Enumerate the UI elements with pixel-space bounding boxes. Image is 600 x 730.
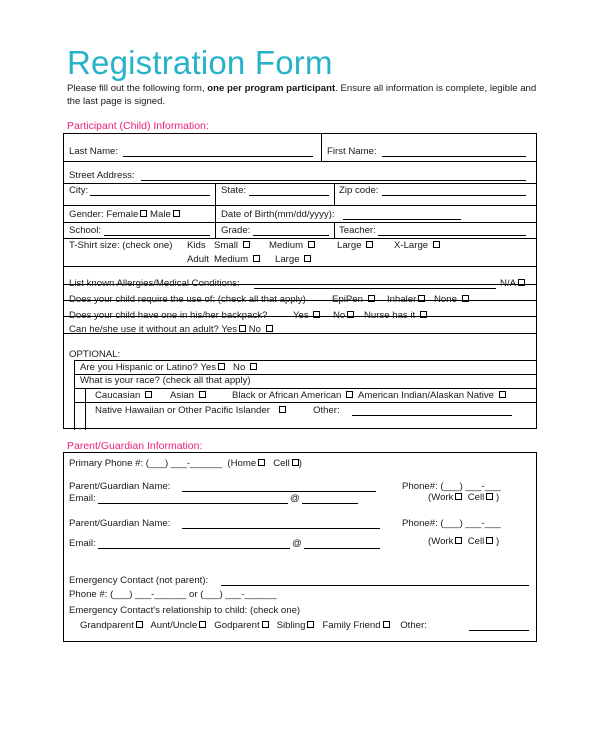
epipen-checkbox[interactable] [368, 295, 375, 302]
epipen-option[interactable] [332, 294, 375, 305]
row-divider [64, 161, 536, 162]
optional-label: OPTIONAL: [69, 349, 121, 360]
first-name-label: First Name: [327, 146, 377, 157]
primary-cell-checkbox[interactable] [292, 459, 299, 466]
yes2-label: Yes [221, 324, 238, 335]
email-label: Email: [69, 493, 96, 504]
inhaler-checkbox[interactable] [418, 295, 425, 302]
street-address-label: Street Address: [69, 170, 135, 181]
email2-domain-field[interactable] [304, 548, 380, 549]
size-xlarge-option[interactable] [394, 240, 440, 251]
grandparent-label: Grandparent [80, 620, 134, 631]
pg-name2-label: Parent/Guardian Name: [69, 518, 171, 529]
phone1-label: Phone#: [402, 481, 438, 492]
adult-large-label: Large [275, 254, 300, 265]
grade-field[interactable] [253, 235, 329, 236]
relationship-other-field[interactable] [469, 630, 529, 631]
none-checkbox[interactable] [462, 295, 469, 302]
small-checkbox[interactable] [243, 241, 250, 248]
state-field[interactable] [249, 195, 329, 196]
black-option[interactable] [232, 390, 353, 401]
emergency-phone-field[interactable]: (___) ___-______ [110, 589, 187, 600]
emergency-field[interactable] [221, 585, 529, 586]
first-name-field[interactable] [382, 156, 526, 157]
teacher-label: Teacher: [339, 225, 376, 236]
male-checkbox[interactable] [173, 210, 180, 217]
city-label: City: [69, 185, 89, 196]
primary-phone-label: Primary Phone #: [69, 458, 144, 469]
teacher-field[interactable] [378, 235, 526, 236]
american-indian-label: American Indian/Alaskan Native [358, 390, 494, 401]
primary-cell-label: Cell [273, 458, 290, 469]
large-label: Large [337, 240, 362, 251]
caucasian-option[interactable] [95, 390, 152, 401]
small-label: Small [214, 240, 238, 251]
column-divider [74, 360, 75, 430]
intro-part1: Please fill out the following form, [67, 83, 208, 94]
column-divider [334, 183, 335, 205]
row-divider [64, 222, 536, 223]
none-label: None [434, 294, 457, 305]
allergies-label: List known Allergies/Medical Conditions: [69, 278, 240, 289]
godparent-checkbox[interactable] [262, 621, 269, 628]
work1-checkbox[interactable] [455, 493, 462, 500]
aunt-uncle-checkbox[interactable] [199, 621, 206, 628]
row-divider [74, 402, 536, 403]
caucasian-label: Caucasian [95, 390, 141, 401]
no-label: No [333, 310, 346, 321]
adult-medium-option[interactable] [214, 254, 260, 265]
gender-label: Gender: [69, 209, 104, 220]
asian-option[interactable] [170, 390, 206, 401]
home-label: (Home [227, 458, 257, 469]
emergency-label: Emergency Contact (not parent): [69, 575, 209, 586]
kids-label: Kids [187, 240, 206, 251]
black-label: Black or African American [232, 390, 342, 401]
cell2-checkbox[interactable] [486, 537, 493, 544]
column-divider [321, 134, 322, 161]
na-label: N/A [500, 278, 516, 289]
guardian-section-label: Parent/Guardian Information: [67, 440, 203, 452]
email2-user-field[interactable] [98, 548, 290, 549]
school-label: School: [69, 225, 101, 236]
intro-part2: . Ensure all information is complete, legible and the last page is signed. [67, 83, 537, 107]
city-field[interactable] [90, 195, 210, 196]
phone2-field[interactable]: (___) ___-___ [440, 518, 501, 529]
sibling-checkbox[interactable] [307, 621, 314, 628]
size-medium-option[interactable] [269, 240, 315, 251]
zip-field[interactable] [382, 195, 526, 196]
without-adult-yes-checkbox[interactable] [239, 325, 246, 332]
na-checkbox[interactable] [518, 279, 525, 286]
godparent-label: Godparent [214, 620, 260, 631]
column-divider [85, 388, 86, 430]
pg-name2-field[interactable] [182, 528, 380, 529]
hispanic-no-checkbox[interactable] [250, 363, 257, 370]
relationship-label: Emergency Contact's relationship to child: (check one) [69, 605, 301, 616]
na-option[interactable] [500, 278, 525, 289]
allergies-field[interactable] [254, 288, 496, 289]
race-label: What is your race? (check all that apply) [80, 375, 251, 386]
nurse-label: Nurse has it [364, 310, 416, 321]
hispanic-yes-checkbox[interactable] [218, 363, 225, 370]
grandparent-checkbox[interactable] [136, 621, 143, 628]
cell2-label: Cell [467, 536, 485, 547]
size-small-option[interactable] [214, 240, 250, 251]
hawaiian-checkbox[interactable] [279, 406, 286, 413]
phone2-group [402, 518, 501, 529]
page-title: Registration Form [67, 44, 333, 81]
or-label: or [189, 589, 198, 600]
row-divider [64, 205, 536, 206]
row-divider [64, 238, 536, 239]
row-divider [64, 266, 536, 267]
row-divider [64, 183, 536, 184]
at-sign-2: @ [292, 538, 302, 549]
xlarge-label: X-Large [394, 240, 429, 251]
backpack-no-option[interactable] [333, 310, 354, 321]
medium-label: Medium [269, 240, 304, 251]
none-option[interactable] [434, 294, 469, 305]
primary-phone-group [69, 458, 302, 469]
phone1-field[interactable]: (___) ___-___ [440, 481, 501, 492]
relationship-options [80, 620, 427, 631]
medium-checkbox[interactable] [308, 241, 315, 248]
asian-checkbox[interactable] [199, 391, 206, 398]
hispanic-label: Are you Hispanic or Latino? [80, 362, 198, 373]
xlarge-checkbox[interactable] [433, 241, 440, 248]
hawaiian-label: Native Hawaiian or Other Pacific Islander [95, 405, 270, 416]
male-label: Male [150, 209, 171, 220]
adult-large-checkbox[interactable] [304, 255, 311, 262]
phone2-type-group: (Work Cell ) [428, 536, 500, 547]
nurse-checkbox[interactable] [420, 311, 427, 318]
cell1-label: Cell [467, 492, 485, 503]
intro-bold: one per program participant [207, 83, 336, 94]
family-friend-checkbox[interactable] [383, 621, 390, 628]
email-domain-field[interactable] [302, 503, 358, 504]
backpack-no-checkbox[interactable] [347, 311, 354, 318]
race-other-label: Other: [313, 405, 340, 416]
caucasian-checkbox[interactable] [145, 391, 152, 398]
last-name-field[interactable] [123, 156, 313, 157]
gender-group [69, 209, 180, 220]
column-divider [334, 222, 335, 238]
inhaler-option[interactable] [387, 294, 425, 305]
no2-label: No [248, 324, 261, 335]
grade-label: Grade: [221, 225, 251, 236]
dob-label: Date of Birth(mm/dd/yyyy): [221, 209, 335, 220]
row-divider [74, 388, 536, 389]
yes-label: Yes [293, 310, 309, 321]
tshirt-label: T-Shirt size: (check one) [69, 240, 173, 251]
intro-text [67, 83, 537, 108]
aunt-uncle-label: Aunt/Uncle [150, 620, 198, 631]
female-checkbox[interactable] [140, 210, 147, 217]
cell1-checkbox[interactable] [486, 493, 493, 500]
close-paren: ) [298, 458, 302, 469]
backpack-label: Does your child have one in his/her backpack? [69, 310, 268, 321]
home-checkbox[interactable] [258, 459, 265, 466]
phone1-group [402, 481, 501, 492]
hawaiian-option[interactable] [95, 405, 286, 416]
epipen-label: EpiPen [332, 294, 363, 305]
zip-label: Zip code: [339, 185, 379, 196]
backpack-yes-option[interactable] [293, 310, 320, 321]
primary-phone-field[interactable]: (___) ___-______ [145, 458, 223, 469]
pg-name-label: Parent/Guardian Name: [69, 481, 171, 492]
race-other-field[interactable] [352, 415, 512, 416]
column-divider [215, 183, 216, 238]
street-address-field[interactable] [141, 180, 526, 181]
at-sign: @ [290, 493, 300, 504]
email-user-field[interactable] [98, 503, 288, 504]
inhaler-label: Inhaler [387, 294, 417, 305]
no3-label: No [233, 362, 246, 373]
school-field[interactable] [104, 235, 210, 236]
female-label: Female [106, 209, 139, 220]
emergency-phone-label: Phone #: [69, 589, 108, 600]
row-divider [74, 360, 536, 361]
without-adult-no-checkbox[interactable] [266, 325, 273, 332]
sibling-label: Sibling [276, 620, 306, 631]
asian-label: Asian [170, 390, 194, 401]
nurse-option[interactable] [364, 310, 427, 321]
size-large-option[interactable] [337, 240, 373, 251]
email2-label: Email: [69, 538, 96, 549]
emergency-phone-group [69, 589, 277, 600]
american-indian-checkbox[interactable] [499, 391, 506, 398]
dob-field[interactable] [343, 219, 461, 220]
relationship-other-label: Other: [400, 620, 427, 631]
yes3-label: Yes [200, 362, 217, 373]
adult-large-option[interactable] [275, 254, 311, 265]
emergency-phone-alt-field[interactable]: (___) ___-______ [200, 589, 277, 600]
participant-section-label: Participant (Child) Information: [67, 120, 209, 132]
state-label: State: [221, 185, 247, 196]
work2-label: (Work [428, 536, 454, 547]
backpack-yes-checkbox[interactable] [313, 311, 320, 318]
phone2-label: Phone#: [402, 518, 438, 529]
without-adult-label: Can he/she use it without an adult? [69, 324, 219, 335]
use-of-label: Does your child require the use of: (check all that apply) [69, 294, 306, 305]
work1-label: (Work [428, 492, 454, 503]
without-adult-group [69, 324, 273, 335]
black-checkbox[interactable] [346, 391, 353, 398]
phone1-type-group: (Work Cell ) [428, 492, 500, 503]
hispanic-group [80, 362, 257, 373]
adult-medium-checkbox[interactable] [253, 255, 260, 262]
last-name-label: Last Name: [69, 146, 119, 157]
adult-medium-label: Medium [214, 254, 249, 265]
adult-label: Adult [187, 254, 209, 265]
large-checkbox[interactable] [366, 241, 373, 248]
work2-checkbox[interactable] [455, 537, 462, 544]
american-indian-option[interactable] [358, 390, 506, 401]
pg-name-field[interactable] [182, 491, 376, 492]
family-friend-label: Family Friend [322, 620, 381, 631]
